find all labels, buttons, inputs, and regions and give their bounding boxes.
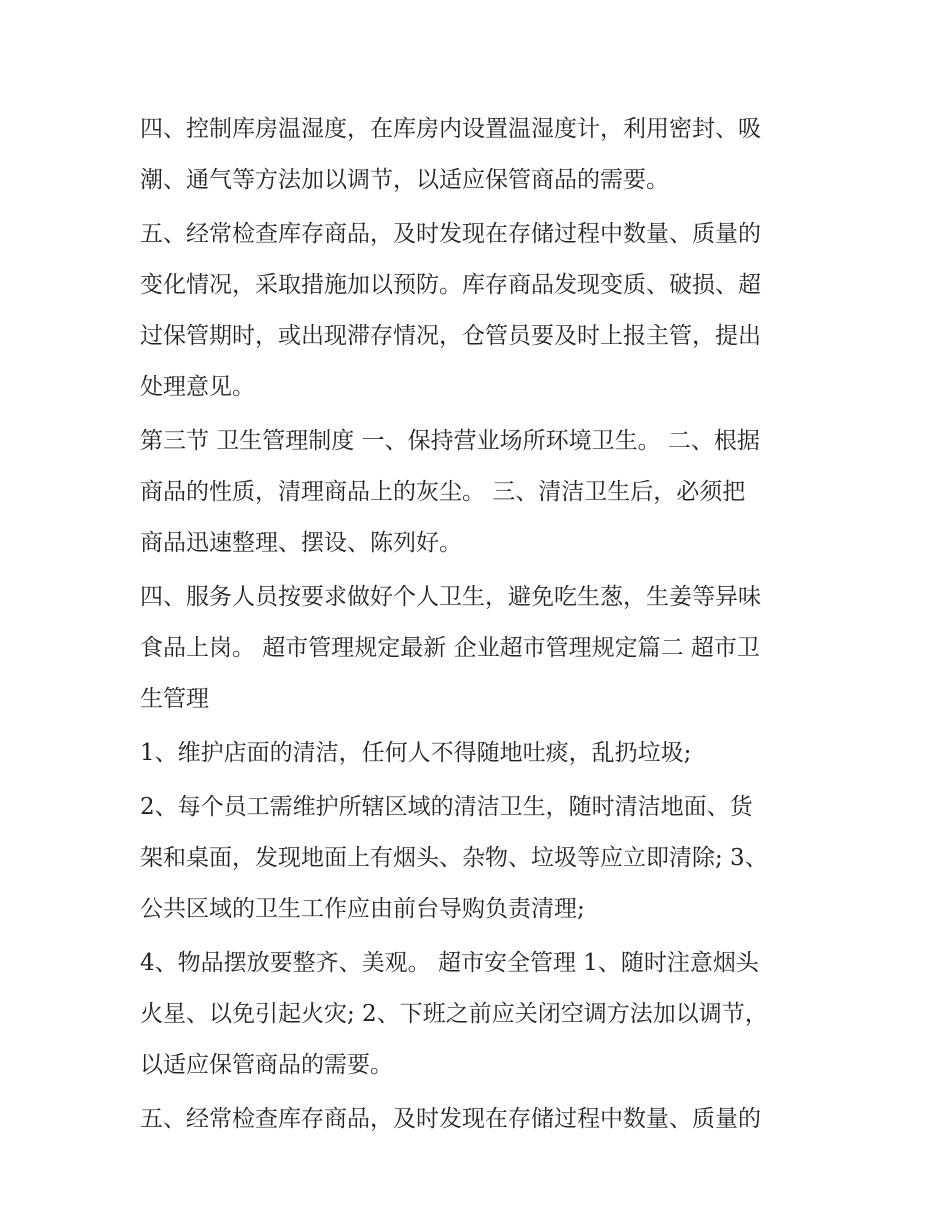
text-line: 架和桌面，发现地面上有烟头、杂物、垃圾等应立即清除; 3、 [140, 845, 768, 871]
text-line: 以适应保管商品的需要。 [140, 1052, 393, 1078]
paragraph-item-1 [140, 728, 820, 779]
text-line: 商品迅速整理、摆设、陈列好。 [140, 530, 462, 556]
paragraph-personal-hygiene [140, 572, 820, 725]
text-line: 商品的性质，清理商品上的灰尘。 三、清洁卫生后，必须把 [140, 479, 746, 505]
text-line: 潮、通气等方法加以调节，以适应保管商品的需要。 [140, 167, 669, 193]
text-line: 处理意见。 [140, 374, 255, 400]
text-line: 第三节 卫生管理制度 一、保持营业场所环境卫生。 二、根据 [140, 428, 760, 454]
text-line: 生管理 [140, 686, 209, 712]
paragraph-temperature-humidity-control [140, 104, 820, 206]
text-line: 变化情况，采取措施加以预防。库存商品发现变质、破损、超 [140, 272, 761, 298]
document-body [140, 104, 820, 1148]
paragraph-inventory-inspection-repeat [140, 1094, 820, 1145]
text-line: 2、每个员工需维护所辖区域的清洁卫生，随时清洁地面、货 [140, 794, 753, 820]
text-line: 五、经常检查库存商品，及时发现在存储过程中数量、质量的 [140, 1106, 761, 1132]
paragraph-inventory-inspection [140, 209, 820, 413]
text-line: 五、经常检查库存商品，及时发现在存储过程中数量、质量的 [140, 221, 761, 247]
text-line: 4、物品摆放要整齐、美观。 超市安全管理 1、随时注意烟头 [140, 950, 759, 976]
text-line: 食品上岗。 超市管理规定最新 企业超市管理规定篇二 超市卫 [140, 635, 760, 661]
paragraph-section-three-hygiene [140, 416, 820, 569]
text-line: 四、服务人员按要求做好个人卫生，避免吃生葱，生姜等异味 [140, 584, 761, 610]
text-line: 1、维护店面的清洁，任何人不得随地吐痰，乱扔垃圾; [140, 740, 692, 766]
text-line: 四、控制库房温湿度，在库房内设置温湿度计，利用密封、吸 [140, 116, 761, 142]
text-line: 火星、以免引起火灾; 2、下班之前应关闭空调方法加以调节， [140, 1001, 768, 1027]
paragraph-item-4-safety [140, 938, 820, 1091]
paragraph-item-2-3 [140, 782, 820, 935]
text-line: 公共区域的卫生工作应由前台导购负责清理; [140, 896, 585, 922]
text-line: 过保管期时，或出现滞存情况，仓管员要及时上报主管，提出 [140, 323, 761, 349]
